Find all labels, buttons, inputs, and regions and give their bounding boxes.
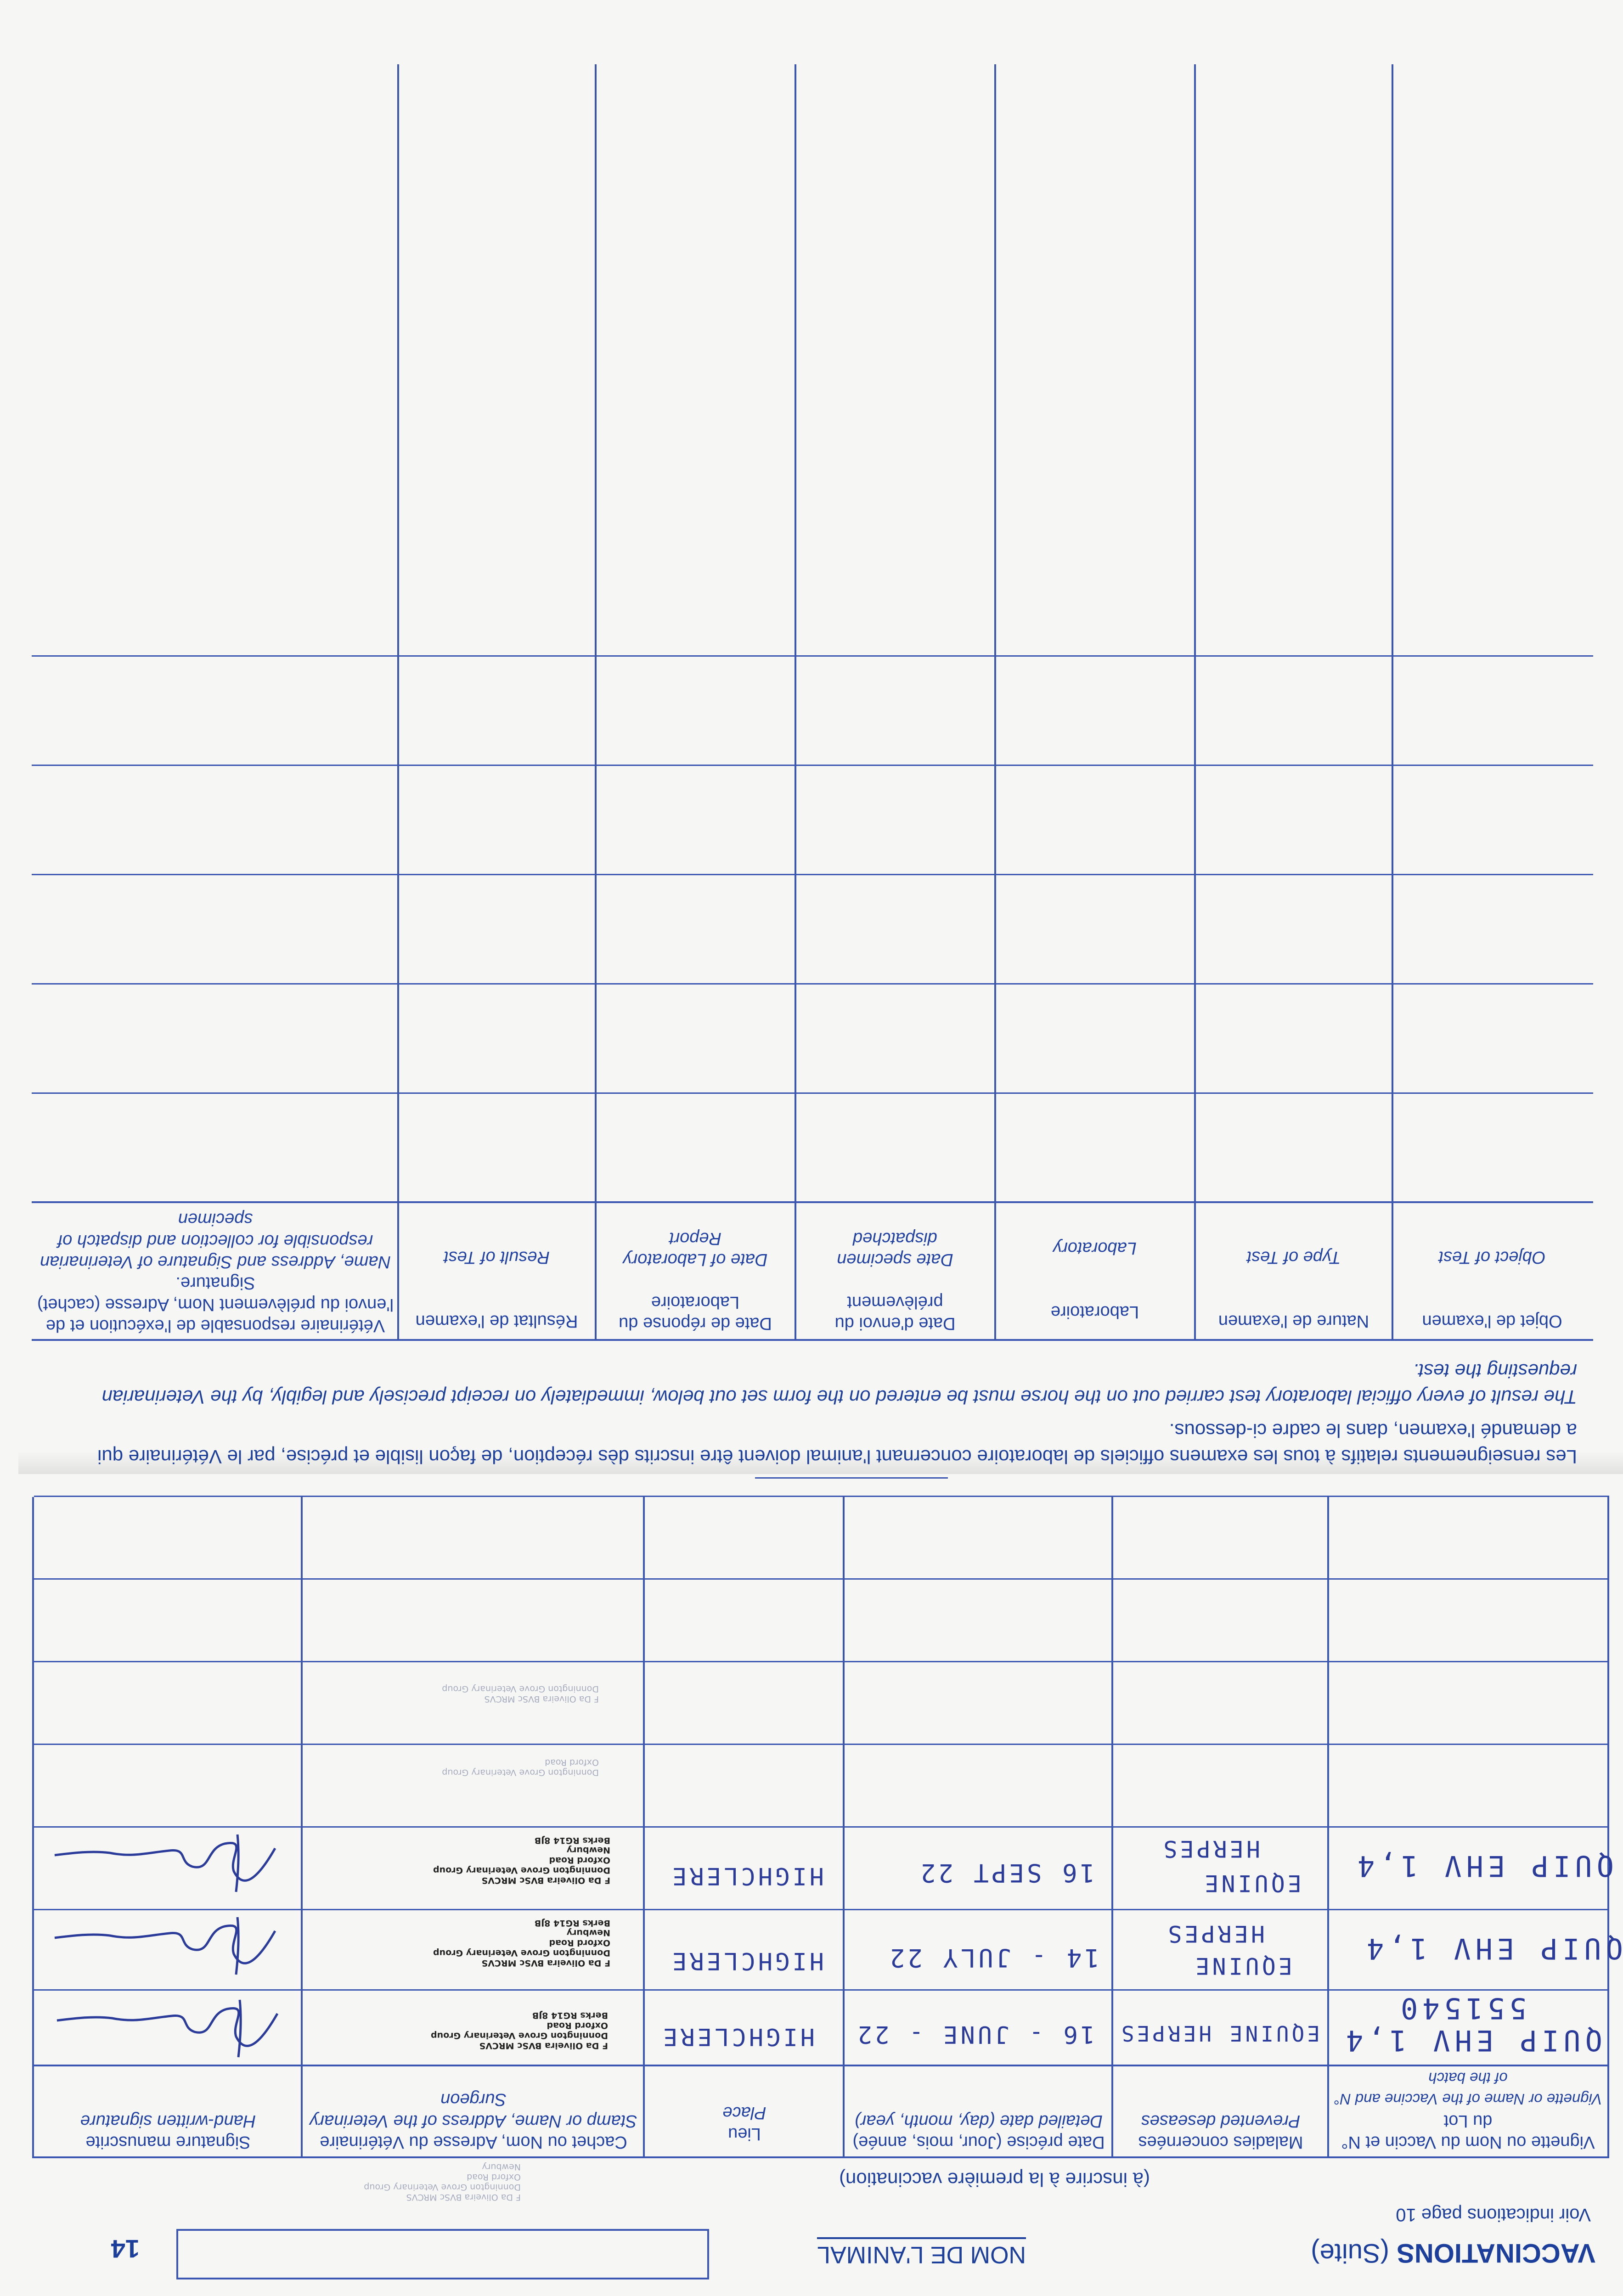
ghost-stamp: F Da Oliveira BVSc MRCVS Donnington Grove Veterinary Group xyxy=(442,1684,599,1704)
vaccine-name: QUIP EHV 1,4 xyxy=(1362,1932,1623,1965)
header-vaccine: Vignette ou Nom du Vaccin et N° du Lot Vignette or Name of the Vaccine and N° of the batch xyxy=(1334,2069,1602,2152)
vaccination-date: 16 - JUNE - 22 xyxy=(855,2020,1095,2048)
vaccine-name: QUIP EHV 1,4 xyxy=(1353,1849,1614,1883)
fold-mark xyxy=(755,1477,948,1479)
disease: EQUINE HERPES xyxy=(1118,2021,1320,2046)
place: HIGHCLERE xyxy=(660,2023,815,2050)
header-stamp: Cachet ou Nom, Adresse du Vétérinaire Stamp or Name, Address of the Veterinary Surgeon xyxy=(310,2090,637,2152)
header-date: Date précise (Jour, mois, année) Detailed date (day, month, year) xyxy=(852,2111,1105,2152)
place: HIGHCLERE xyxy=(670,1947,824,1975)
lab-header-type: Nature de l'examen Type of Test xyxy=(1218,1247,1369,1331)
signature-mark xyxy=(45,1913,284,1981)
page-title xyxy=(1311,2238,1595,2268)
first-vaccination-note: (à inscrire à la première vaccination) xyxy=(839,2169,1150,2190)
vaccination-date: 14 - JULY 22 xyxy=(887,1943,1099,1972)
lab-header-dispatch-date: Date d'envoi du prélèvement Date specimen dispatched xyxy=(834,1228,956,1333)
passport-page xyxy=(18,18,1623,2296)
lab-header-result: Résultat de l'examen Result of Test xyxy=(415,1247,578,1331)
lab-note-en: The result of every official laboratory test carried out on the horse must be entered on the form set out below, immediately on receipt precisely and legibly, by the Veterinarian requesting the test. xyxy=(101,1360,1577,1408)
lab-header-object: Objet de l'examen Object of Test xyxy=(1422,1247,1562,1331)
disease: EQUINE xyxy=(1193,1953,1292,1979)
page-number: 14 xyxy=(111,2234,140,2263)
vaccination-date: 16 SEPT 22 xyxy=(918,1858,1095,1887)
place: HIGHCLERE xyxy=(670,1862,824,1890)
lab-header-veterinarian: Vétérinaire responsable de l'exécution et de l'envoi du prélèvement Nom, Adresse (cachet) Signature. Name, Address and Signature of Veterinarian responsible for collection and dispatch of specimen xyxy=(37,1210,394,1335)
header-disease: Maladies concernées Prevented deseases xyxy=(1138,2111,1303,2152)
vet-stamp: F Da Oliveira BVSc MRCVS Donnington Grove Veterinary Group Oxford Road Newbury Berks RG14 8JB xyxy=(433,1918,610,1968)
lab-header-report-date: Date de réponse du Laboratoire Date of Laboratory Report xyxy=(619,1228,772,1333)
vet-stamp: F Da Oliveira BVSc MRCVS Donnington Grove Veterinary Group Oxford Road Newbury Berks RG14 8JB xyxy=(433,1835,610,1885)
animal-name-box xyxy=(176,2229,709,2279)
disease-line2: HERPES xyxy=(1161,1835,1260,1862)
title-suffix: (Suite) xyxy=(1311,2238,1390,2268)
see-page-note: Voir indications page 10 xyxy=(1396,2205,1591,2225)
header-signature: Signature manuscrite Hand-written signature xyxy=(80,2111,256,2152)
disease-line2: HERPES xyxy=(1165,1920,1265,1947)
lab-note-fr: Les renseignements relatifs à tous les examens officiels de laboratoire concernant l'animal doivent être inscrits dès réception, de façon lisible et précise, par le Vétérinaire qui a demandé l'examen, dans le cadre ci-dessous. xyxy=(97,1420,1577,1468)
vaccine-name: QUIP EHV 1,4 xyxy=(1341,2024,1602,2057)
title-vaccinations: VACCINATIONS xyxy=(1397,2238,1595,2268)
animal-name-label: NOM DE L'ANIMAL xyxy=(817,2237,1026,2268)
vet-stamp: F Da Oliveira BVSc MRCVS Donnington Grove Veterinary Group Oxford Road Berks RG14 8JB xyxy=(431,2010,608,2051)
disease: EQUINE xyxy=(1202,1870,1302,1896)
ghost-stamp: F Da Oliveira BVSc MRCVS Donnington Grove Veterinary Group Oxford Road Newbury xyxy=(364,2162,521,2202)
signature-mark xyxy=(45,1830,284,1899)
lab-header-laboratory: Laboratoire Laboratory xyxy=(1050,1238,1139,1322)
batch-number: 551540 xyxy=(1396,1992,1527,2025)
header-place: Lieu Place xyxy=(722,2103,766,2144)
ghost-stamp: Donnington Grove Veterinary Group Oxford Road xyxy=(442,1757,599,1778)
signature-mark xyxy=(48,1995,287,2064)
